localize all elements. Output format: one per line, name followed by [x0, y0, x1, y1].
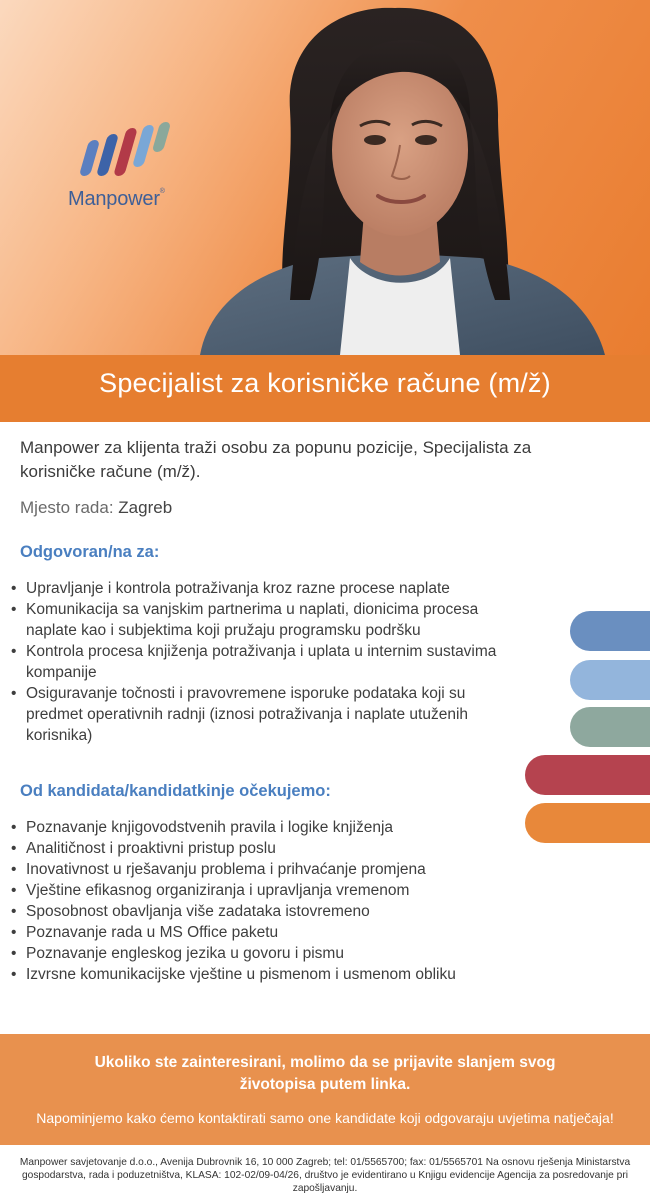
intro-text: Manpower za klijenta traži osobu za popunu pozicije, Specijalista za korisničke račune (m/ž).: [20, 438, 532, 481]
list-item: • Komunikacija sa vanjskim partnerima u naplati, dionicima procesa naplate kao i subjektima koji pružaju programsku podršku: [11, 601, 479, 639]
logo-wordmark: Manpower®: [68, 188, 165, 210]
decor-tab-light-blue: [570, 660, 650, 700]
location-value: Zagreb: [118, 498, 173, 517]
list-item: • Izvrsne komunikacijske vještine u pismenom i usmenom obliku: [11, 966, 456, 983]
bullet-icon: •: [11, 861, 17, 878]
list-item: • Upravljanje i kontrola potraživanja kroz razne procese naplate: [11, 580, 450, 597]
list-item: • Sposobnost obavljanja više zadataka istovremeno: [11, 903, 370, 920]
logo-stripes-icon: [74, 122, 174, 178]
legal-footer: Manpower savjetovanje d.o.o., Avenija Dubrovnik 16, 10 000 Zagreb; tel: 01/5565700; fax: 01/5565701 Na osnovu rješenja Ministarstva gospodarstva, rada i poduzetništva, KLASA: 102-02/09-04/26, društvo je evidentirano u Knjigu evidencije Agencija za posredovanje pri zapošljavanju.: [19, 1157, 631, 1194]
requirements-heading: Od kandidata/kandidatkinje očekujemo:: [20, 782, 331, 800]
decor-tab-blue: [570, 611, 650, 651]
requirements-list: [11, 817, 526, 985]
list-item: • Poznavanje rada u MS Office paketu: [11, 924, 279, 941]
hero-banner: [0, 0, 650, 355]
bullet-icon: •: [11, 903, 17, 920]
bullet-icon: •: [11, 882, 17, 899]
responsibilities-heading: Odgovoran/na za:: [20, 543, 160, 561]
job-title: Specijalist za korisničke račune (m/ž): [99, 368, 551, 398]
woman-portrait: [170, 0, 630, 355]
bullet-icon: •: [11, 643, 17, 660]
bullet-icon: •: [11, 685, 17, 702]
list-item: • Poznavanje knjigovodstvenih pravila i logike knjiženja: [11, 819, 394, 836]
list-item: • Vještine efikasnog organiziranja i upravljanja vremenom: [11, 882, 410, 899]
bullet-icon: •: [11, 840, 17, 857]
decor-tab-orange: [525, 803, 650, 843]
logo-stripe: [152, 122, 172, 152]
list-item: • Inovativnost u rješavanju problema i prihvaćanje promjena: [11, 861, 426, 878]
title-band: [0, 355, 650, 422]
work-location: [20, 496, 172, 520]
list-item: • Analitičnost i proaktivni pristup poslu: [11, 840, 276, 857]
bullet-icon: •: [11, 580, 17, 597]
decor-tab-red: [525, 755, 650, 795]
list-item: • Osiguravanje točnosti i pravovremene isporuke podataka koji su predmet operativnih radnji (iznosi potraživanja i naplate utuženih korisnika): [11, 685, 469, 744]
bullet-icon: •: [11, 601, 17, 618]
contact-note: Napominjemo kako ćemo kontaktirati samo one kandidate koji odgovaraju uvjetima natječaja!: [36, 1110, 614, 1126]
bullet-icon: •: [11, 945, 17, 962]
responsibilities-list: [11, 578, 526, 746]
bullet-icon: •: [11, 966, 17, 983]
manpower-logo: [68, 122, 180, 214]
apply-message[interactable]: Ukoliko ste zainteresirani, molimo da se prijavite slanjem svog životopisa putem linka.: [94, 1054, 556, 1093]
list-item: • Kontrola procesa knjiženja potraživanja i uplata u internim sustavima kompanije: [11, 643, 497, 681]
bullet-icon: •: [11, 924, 17, 941]
decor-tab-green: [570, 707, 650, 747]
list-item: • Poznavanje engleskog jezika u govoru i pismu: [11, 945, 344, 962]
location-label: Mjesto rada:: [20, 498, 114, 517]
apply-call-to-action: [0, 1034, 650, 1145]
bullet-icon: •: [11, 819, 17, 836]
